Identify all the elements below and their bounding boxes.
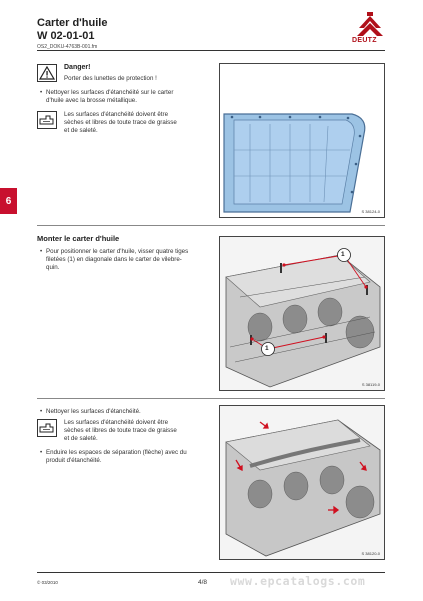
figure-code: S 38120-0 <box>361 551 380 556</box>
oil-pan-figure <box>219 63 385 218</box>
note1-line3: et de saleté. <box>64 127 98 134</box>
footer-divider <box>37 572 385 573</box>
figure-code: S 38124-0 <box>361 209 380 214</box>
hand-note-icon <box>37 419 57 437</box>
note2-line3: et de saleté. <box>64 435 98 442</box>
step-clean-line2: d'huile avec la brosse métallique. <box>46 97 137 104</box>
step-studs-line3: quin. <box>46 264 60 271</box>
step-sealant-line1: Enduire les espaces de séparation (flèche) avec du <box>46 449 187 456</box>
page-number: 4/8 <box>198 579 208 586</box>
note2-line1: Les surfaces d'étanchéité doivent être <box>64 419 169 426</box>
footer-code: © 03/2010 <box>37 580 58 585</box>
note1-line2: sèches et libres de toute trace de graisse <box>64 119 177 126</box>
step-studs-line2: filetées (1) en diagonale dans le carter de vilebre- <box>46 256 182 263</box>
callout-label: 1 <box>341 251 345 258</box>
danger-text: Porter des lunettes de protection ! <box>64 75 157 82</box>
page-title: Carter d'huile <box>37 17 108 29</box>
watermark: www.epcatalogs.com <box>230 574 366 588</box>
callout-label: 1 <box>265 345 269 352</box>
section-heading: Monter le carter d'huile <box>37 234 120 243</box>
danger-title: Danger! <box>64 64 91 71</box>
warning-icon <box>37 64 57 82</box>
figure-code: S 38119-0 <box>361 382 380 387</box>
page-code: W 02-01-01 <box>37 30 95 42</box>
bullet-icon: • <box>40 408 43 415</box>
step-studs-line1: Pour positionner le carter d'huile, visser quatre tiges <box>46 248 189 255</box>
section-divider <box>37 398 385 399</box>
note2-line2: sèches et libres de toute trace de graisse <box>64 427 177 434</box>
bullet-icon: • <box>40 89 43 96</box>
bullet-icon: • <box>40 449 43 456</box>
sealant-figure <box>219 405 385 560</box>
note1-line1: Les surfaces d'étanchéité doivent être <box>64 111 169 118</box>
doc-reference: OS2_DOKU-4763B-001.fm <box>37 44 98 50</box>
chapter-tab: 6 <box>0 188 17 214</box>
step-clean-line1: Nettoyer les surfaces d'étanchéité sur le carter <box>46 89 174 96</box>
header-divider <box>37 50 385 51</box>
step-sealant-line2: produit d'étanchéité. <box>46 457 102 464</box>
step-clean-surfaces: Nettoyer les surfaces d'étanchéité. <box>46 408 141 415</box>
crankcase-studs-figure <box>219 236 385 391</box>
bullet-icon: • <box>40 248 43 255</box>
brand-name: DEUTZ <box>352 37 377 44</box>
section-divider <box>37 225 385 226</box>
hand-note-icon <box>37 111 57 129</box>
